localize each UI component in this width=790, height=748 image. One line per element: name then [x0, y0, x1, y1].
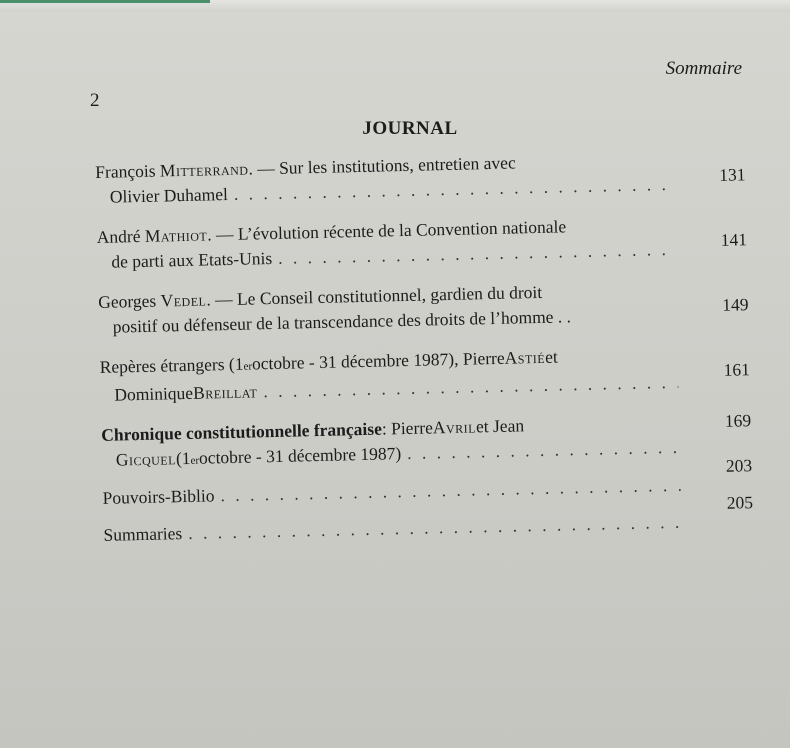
entry-title: et — [544, 346, 558, 367]
entry-page-number: 141 — [720, 229, 748, 250]
author-last-name: Vedel — [160, 289, 207, 311]
author-last-name: Astié — [504, 346, 546, 368]
toc-entry-chronique[interactable] — [101, 408, 752, 476]
author-first-name: Dominique — [114, 382, 194, 405]
section-label: Sommaire — [665, 58, 742, 79]
entry-title: Repères étrangers (1 — [99, 353, 244, 377]
author-first-name: François — [95, 160, 156, 182]
entry-title: : Pierre — [381, 417, 434, 439]
dot-leader — [407, 435, 680, 466]
author-last-name: Mathiot — [144, 224, 208, 246]
toc-entry-mitterrand[interactable] — [95, 145, 746, 210]
author-last-name: Breillat — [192, 381, 258, 403]
author-first-name: André — [96, 225, 141, 247]
toc-entry-vedel[interactable] — [98, 275, 749, 340]
entry-title: Summaries — [103, 523, 183, 545]
toc-entry-reperes-etrangers[interactable] — [99, 340, 750, 408]
author-first-name: Georges — [97, 290, 157, 312]
entry-title-continued: Olivier Duhamel — [109, 183, 229, 207]
entry-title-continued: positif ou défenseur de la transcendance des droits de l’homme . . — [112, 306, 572, 337]
page-top-edge — [0, 0, 790, 12]
journal-heading: JOURNAL — [362, 118, 458, 139]
toc-entry-line — [103, 510, 687, 548]
dot-leader — [220, 473, 681, 508]
author-last-name: Mitterrand — [159, 158, 249, 181]
entry-page-number: 149 — [721, 294, 749, 315]
entry-title: (1 — [175, 447, 191, 469]
entry-title-continued: de parti aux Etats-Unis — [111, 248, 273, 272]
entry-title: Pouvoirs-Biblio — [102, 485, 215, 508]
entry-page-number: 169 — [724, 410, 752, 431]
entry-page-number: 203 — [725, 455, 753, 476]
entry-title: . — Le Conseil constitutionnel, gardien du droit — [206, 281, 543, 310]
entry-page-number: 205 — [726, 492, 754, 513]
ordinal-superscript: er — [190, 454, 200, 467]
entry-page-number: 161 — [723, 359, 751, 380]
entry-title: et Jean — [475, 415, 525, 437]
entry-title: . — L’évolution récente de la Convention nationale — [206, 216, 567, 245]
dot-leader — [188, 510, 682, 546]
table-of-contents — [95, 145, 754, 548]
page-number: 2 — [90, 90, 100, 111]
entry-page-number: 131 — [719, 164, 746, 185]
author-last-name: Gicquel — [115, 448, 177, 470]
entry-title: octobre - 31 décembre 1987) — [198, 443, 402, 468]
toc-entry-mathiot[interactable] — [96, 210, 747, 275]
entry-title: Chronique constitutionnelle française — [101, 418, 383, 445]
author-last-name: Avril — [432, 416, 477, 438]
entry-title: octobre - 31 décembre 1987), Pierre — [251, 347, 505, 374]
ordinal-superscript: er — [243, 360, 253, 373]
entry-title: . — Sur les institutions, entretien avec — [248, 152, 516, 179]
toc-entry-line — [102, 473, 686, 511]
